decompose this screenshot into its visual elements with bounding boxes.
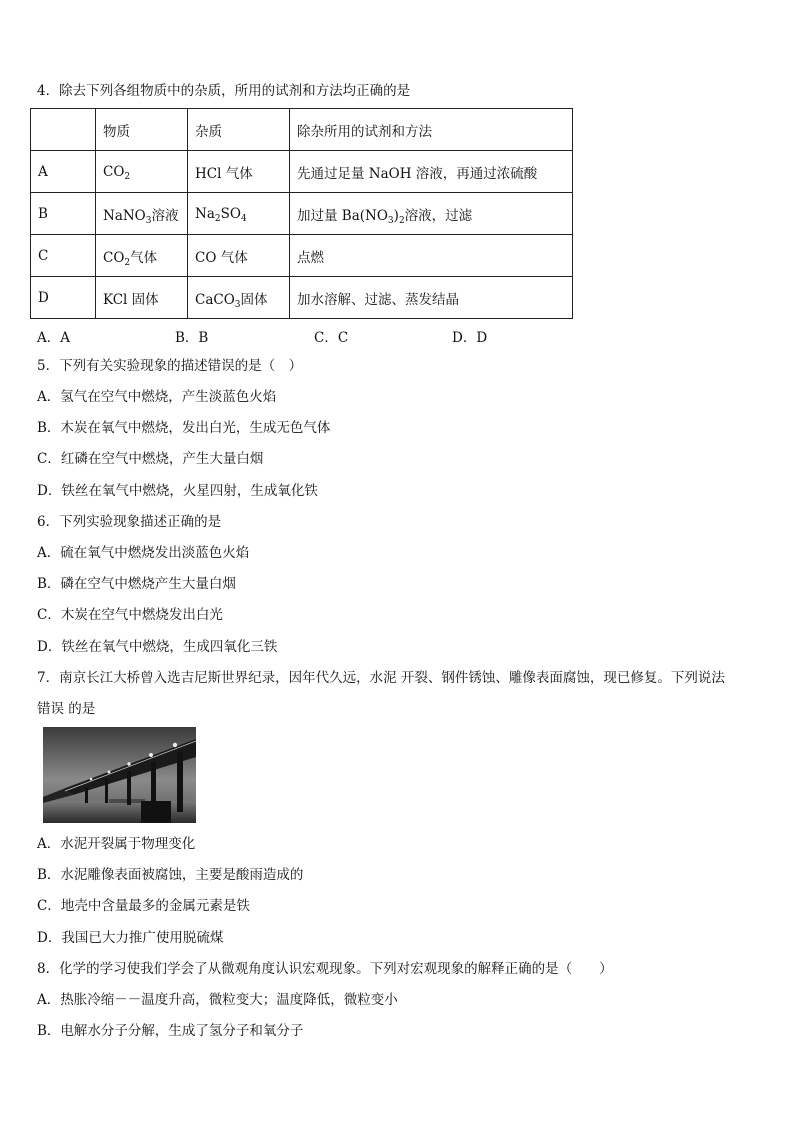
q4-stem: 4．除去下列各组物质中的杂质，所用的试剂和方法均正确的是 <box>37 83 411 99</box>
substance-cell: KCl 固体 <box>96 277 188 319</box>
q5-stem: 5．下列有关实验现象的描述错误的是（ ） <box>37 358 303 374</box>
header-cell: 杂质 <box>188 109 290 151</box>
q8-stem: 8．化学的学习使我们学会了从微观角度认识宏观现象。下列对宏观现象的解释正确的是（ ） <box>37 961 613 977</box>
subscript: 3 <box>145 215 152 226</box>
q7-option-a: A．水泥开裂属于物理变化 <box>37 836 196 852</box>
formula-text: CO <box>103 249 125 266</box>
row-label: C <box>31 235 96 277</box>
subscript: 3 <box>234 299 241 310</box>
q6-option-d: D．铁丝在氧气中燃烧，生成四氧化三铁 <box>37 639 278 655</box>
row-label: B <box>31 193 96 235</box>
table-header-row <box>31 109 573 151</box>
substance-cell <box>96 151 188 193</box>
table-row <box>31 151 573 193</box>
formula-text: CO <box>103 163 125 180</box>
q4-table <box>30 108 573 319</box>
substance-cell <box>96 235 188 277</box>
method-text: ) <box>393 207 399 224</box>
formula-text: 溶液 <box>151 207 179 224</box>
method-cell <box>290 193 573 235</box>
impurity-cell: CO 气体 <box>188 235 290 277</box>
method-text: 加过量 Ba(NO <box>297 207 388 224</box>
q4-option-b: B．B <box>175 330 209 346</box>
q7-stem: 7．南京长江大桥曾入选吉尼斯世界纪录，因年代久远，水泥 开裂、钢件锈蚀、雕像表面腐蚀，现已修复。下列说法 <box>37 670 725 686</box>
q4-option-c: C．C <box>314 330 349 346</box>
subscript: 2 <box>398 215 405 226</box>
q8-option-a: A．热胀冷缩－－温度升高，微粒变大；温度降低，微粒变小 <box>37 992 398 1008</box>
q4-options <box>37 326 557 346</box>
q5-option-d: D．铁丝在氧气中燃烧，火星四射，生成氧化铁 <box>37 483 318 499</box>
formula-text: NaNO <box>103 207 146 224</box>
subscript: 2 <box>124 171 131 182</box>
formula-text: 气体 <box>130 249 158 266</box>
formula-text: CaCO <box>195 291 235 308</box>
header-cell: 除杂所用的试剂和方法 <box>290 109 573 151</box>
q5-option-b: B．木炭在氧气中燃烧，发出白光，生成无色气体 <box>37 420 331 436</box>
method-cell: 点燃 <box>290 235 573 277</box>
q7-option-b: B．水泥雕像表面被腐蚀，主要是酸雨造成的 <box>37 867 304 883</box>
row-label: A <box>31 151 96 193</box>
q5-option-a: A．氢气在空气中燃烧，产生淡蓝色火焰 <box>37 389 277 405</box>
q8-option-b: B．电解水分子分解，生成了氢分子和氧分子 <box>37 1023 304 1039</box>
formula-text: 固体 <box>240 291 268 308</box>
table-row <box>31 235 573 277</box>
subscript: 2 <box>124 257 131 268</box>
substance-cell <box>96 193 188 235</box>
q4-option-a: A．A <box>37 330 70 346</box>
q7-stem-continued: 错误 的是 <box>37 701 96 717</box>
subscript: 4 <box>240 213 247 224</box>
formula-text: Na <box>195 205 215 222</box>
q7-option-d: D．我国已大力推广使用脱硫煤 <box>37 930 224 946</box>
bridge-photo <box>43 727 196 823</box>
method-cell: 加水溶解、过滤、蒸发结晶 <box>290 277 573 319</box>
formula-text: SO <box>220 205 241 222</box>
q4-option-d: D．D <box>452 330 488 346</box>
impurity-cell <box>188 277 290 319</box>
q7-option-c: C．地壳中含量最多的金属元素是铁 <box>37 898 250 914</box>
method-text: 溶液，过滤 <box>404 207 473 224</box>
impurity-cell: HCl 气体 <box>188 151 290 193</box>
header-cell <box>31 109 96 151</box>
header-cell: 物质 <box>96 109 188 151</box>
q6-option-a: A．硫在氧气中燃烧发出淡蓝色火焰 <box>37 545 250 561</box>
table-row <box>31 277 573 319</box>
method-cell: 先通过足量 NaOH 溶液，再通过浓硫酸 <box>290 151 573 193</box>
q6-option-b: B．磷在空气中燃烧产生大量白烟 <box>37 576 236 592</box>
q5-option-c: C．红磷在空气中燃烧，产生大量白烟 <box>37 451 264 467</box>
q6-stem: 6．下列实验现象描述正确的是 <box>37 514 222 530</box>
table-row <box>31 193 573 235</box>
subscript: 2 <box>214 213 221 224</box>
impurity-cell <box>188 193 290 235</box>
subscript: 3 <box>387 215 394 226</box>
row-label: D <box>31 277 96 319</box>
q6-option-c: C．木炭在空气中燃烧发出白光 <box>37 607 223 623</box>
